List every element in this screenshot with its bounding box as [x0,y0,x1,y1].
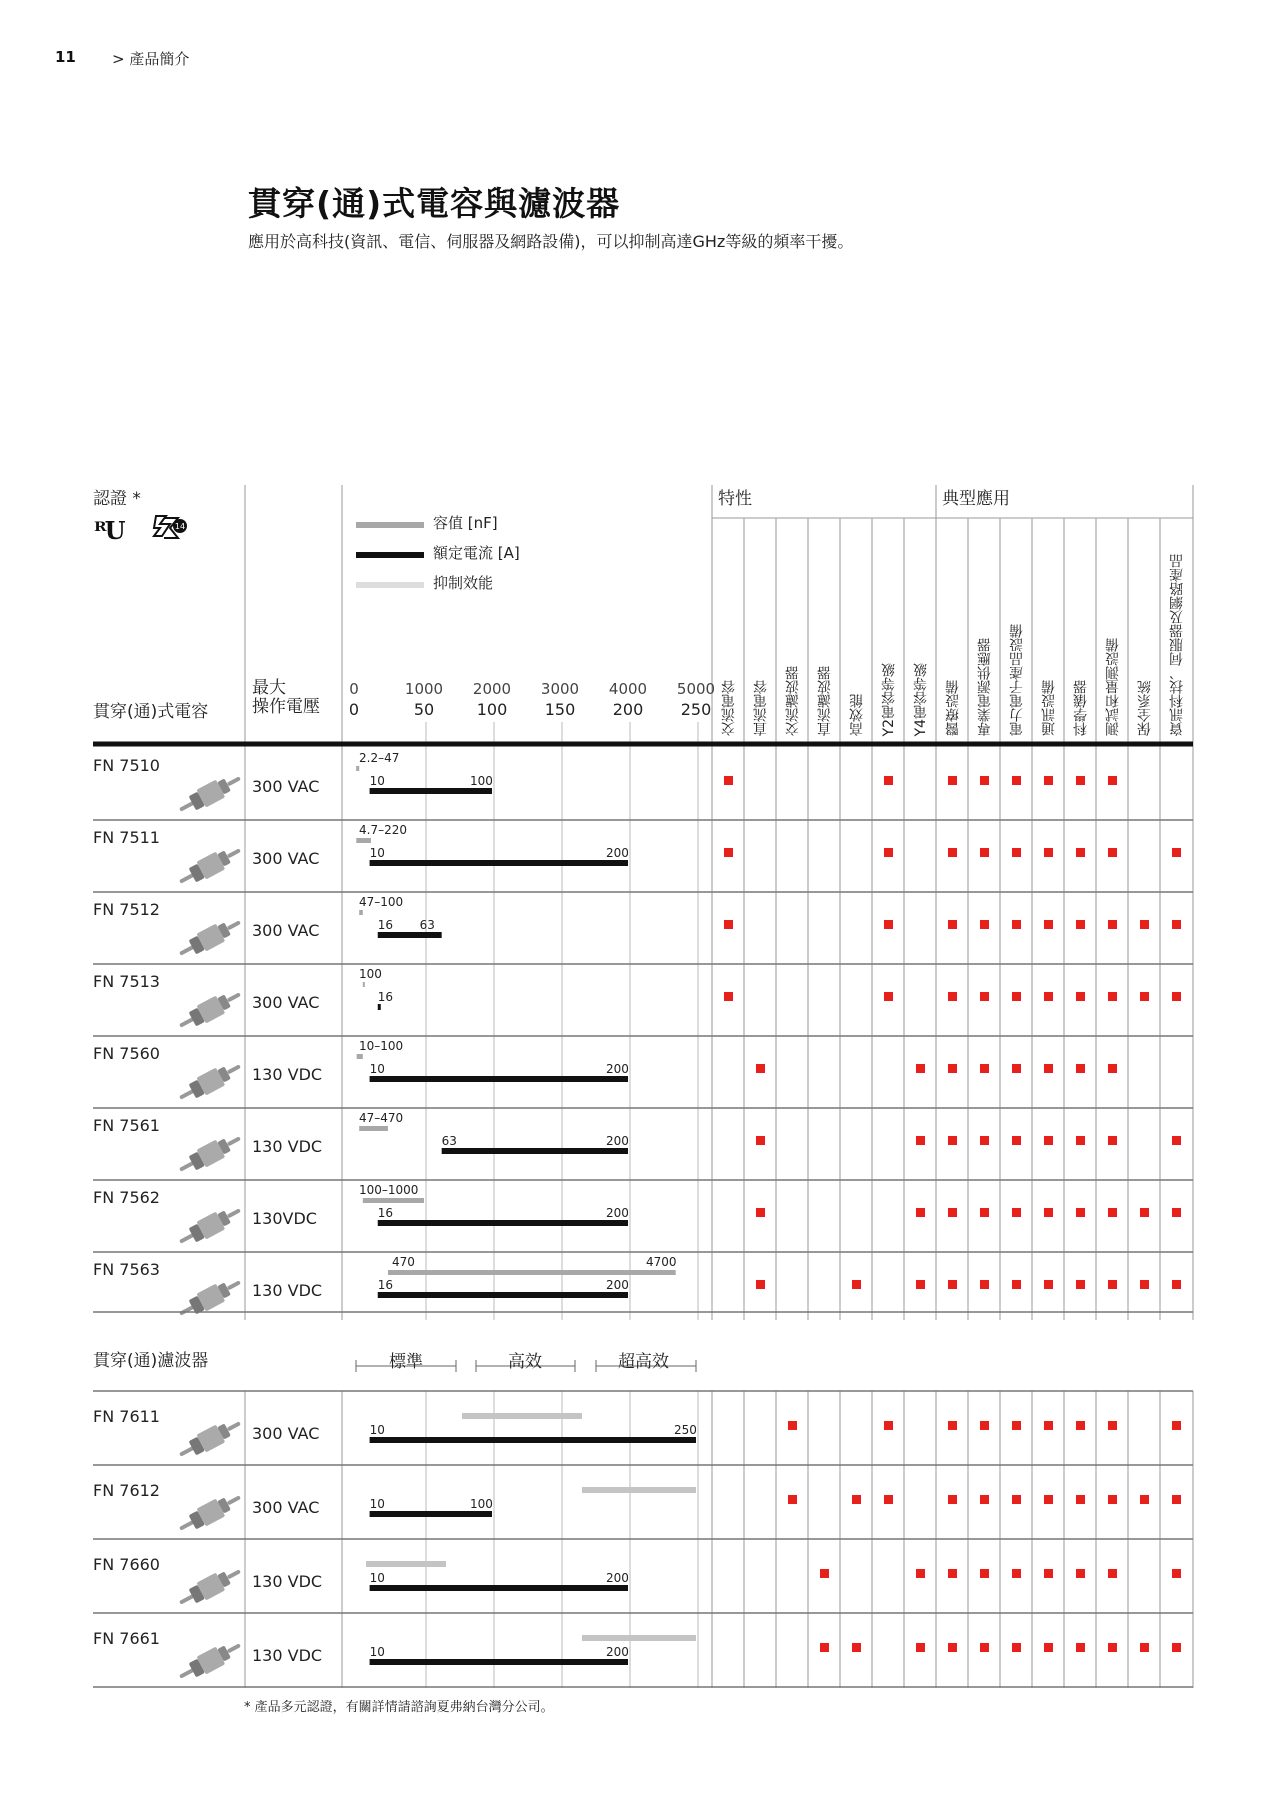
capacitor-app-marker [1012,776,1021,785]
capacitor-app-marker [1140,920,1149,929]
filter-model: FN 7611 [93,1407,160,1426]
capacitor-app-marker [948,848,957,857]
ul-logo-icon: ᴿU [94,516,124,545]
legend-current: 額定電流 [A] [433,544,520,562]
current-high-label: 250 [674,1423,697,1437]
page-title: 貫穿(通)式電容與濾波器 [248,184,621,223]
capacitor-voltage: 300 VAC [252,777,320,796]
capacitor-app-marker [980,848,989,857]
capacitor-app-marker [1076,1208,1085,1217]
capacitor-app-marker [1012,1064,1021,1073]
capacitor-app-marker [980,1280,989,1289]
app-header: 保全系統 [1137,680,1153,736]
capacitor-feature-marker [884,848,893,857]
axis-tick-current: 250 [680,700,712,719]
capacitor-app-marker [1076,920,1085,929]
capacitance-label: 100–1000 [359,1183,419,1197]
capacitor-voltage: 130 VDC [252,1281,323,1300]
capacitor-feature-marker [916,1064,925,1073]
filter-app-marker [1108,1495,1117,1504]
filter-app-marker [1076,1421,1085,1430]
capacitor-voltage: 130VDC [252,1209,317,1228]
footnote: * 產品多元認證，有關詳情請諮詢夏弗納台灣分公司。 [244,1700,554,1715]
filter-app-marker [1044,1643,1053,1652]
capacitor-app-marker [1140,1208,1149,1217]
current-low-label: 16 [377,1278,394,1292]
app-header: 醫療設備 [945,680,961,736]
capacitor-app-marker [948,992,957,1001]
feature-header: 直流電容 [753,680,769,736]
capacitor-app-marker [1012,1136,1021,1145]
feature-header: 交流濾波器 [785,666,801,736]
current-high-label: 200 [606,1278,629,1292]
capacitor-app-marker [1172,1136,1181,1145]
capacitor-app-marker [1044,776,1053,785]
filter-app-marker [980,1495,989,1504]
current-low-label: 10 [369,1645,385,1659]
filter-app-marker [1108,1421,1117,1430]
filter-feature-marker [884,1495,893,1504]
capacitor-app-marker [1172,1208,1181,1217]
current-high-label: 200 [606,846,629,860]
filter-feature-marker [852,1643,861,1652]
current-low-label: 63 [441,1134,457,1148]
capacitor-feature-marker [884,776,893,785]
filter-feature-marker [788,1421,797,1430]
capacitor-model: FN 7561 [93,1116,160,1135]
capacitor-app-marker [1108,992,1117,1001]
capacitor-app-marker [1140,1280,1149,1289]
capacitor-app-marker [1108,1136,1117,1145]
capacitor-feature-marker [916,1280,925,1289]
axis-tick-current: 100 [476,700,508,719]
axis-tick-capacitance: 0 [349,680,359,698]
axis-tick-capacitance: 4000 [608,680,648,698]
current-low-label: 16 [377,1206,394,1220]
filter-model: FN 7661 [93,1629,160,1648]
capacitor-app-marker [980,920,989,929]
filter-feature-marker [916,1643,925,1652]
capacitor-app-marker [1012,992,1021,1001]
filter-feature-marker [820,1569,829,1578]
capacitor-app-marker [980,1136,989,1145]
filter-app-marker [1044,1421,1053,1430]
filter-app-marker [1172,1421,1181,1430]
svg-text:14: 14 [174,522,186,531]
capacitance-label: 100 [359,967,382,981]
capacitor-voltage: 300 VAC [252,921,320,940]
current-low-label: 10 [369,1423,385,1437]
filter-app-marker [1012,1495,1021,1504]
tier-standard: 標準 [389,1352,423,1372]
current-low-label: 10 [369,1062,385,1076]
capacitor-feature-marker [756,1208,765,1217]
axis-tick-current: 150 [544,700,576,719]
axis-tick-capacitance: 1000 [404,680,444,698]
current-low-label: 10 [369,846,385,860]
filter-app-marker [948,1495,957,1504]
capacitor-voltage: 130 VDC [252,1137,323,1156]
page-number: 11 [55,48,76,66]
capacitor-app-marker [1076,848,1085,857]
capacitor-feature-marker [884,920,893,929]
capacitor-feature-marker [756,1280,765,1289]
capacitor-app-marker [948,1208,957,1217]
feature-header: Y4電容等級 [913,662,929,736]
app-header: 測試和量測設備 [1105,638,1121,736]
capacitor-feature-marker [884,992,893,1001]
capacitor-app-marker [1108,848,1117,857]
capacitor-app-marker [1172,920,1181,929]
capacitor-app-marker [948,1136,957,1145]
feature-header: Y2電容等級 [881,662,897,736]
capacitor-feature-marker [724,776,733,785]
capacitance-label: 10–100 [359,1039,404,1053]
capacitor-app-marker [980,992,989,1001]
capacitor-model: FN 7563 [93,1260,160,1279]
capacitor-model: FN 7512 [93,900,160,919]
filter-app-marker [948,1643,957,1652]
filter-app-marker [1108,1569,1117,1578]
legend-performance: 抑制效能 [433,574,494,592]
axis-tick-capacitance: 2000 [472,680,512,698]
capacitor-feature-marker [852,1280,861,1289]
capacitor-app-marker [1044,1064,1053,1073]
current-high-label: 100 [470,1497,493,1511]
filter-feature-marker [884,1421,893,1430]
feature-header: 高效能 [849,694,865,736]
capacitor-app-marker [980,1208,989,1217]
cert-label: 認證 * [93,489,141,509]
capacitor-app-marker [1172,848,1181,857]
col-voltage-label: 最大 操作電壓 [252,678,320,717]
tier-high: 高效 [508,1352,542,1372]
current-high-label: 63 [419,918,435,932]
axis-tick-capacitance: 3000 [540,680,580,698]
capacitor-app-marker [1044,920,1053,929]
breadcrumb[interactable]: > 產品簡介 [112,50,190,68]
capacitor-app-marker [1108,1280,1117,1289]
current-low-label: 10 [369,1571,385,1585]
filter-voltage: 130 VDC [252,1572,323,1591]
capacitance-label: 2.2–47 [359,751,400,765]
filter-app-marker [1172,1569,1181,1578]
current-high-label: 200 [606,1206,629,1220]
capacitor-feature-marker [724,848,733,857]
axis-tick-capacitance: 5000 [676,680,716,698]
filter-app-marker [1012,1643,1021,1652]
filter-voltage: 300 VAC [252,1498,320,1517]
page-subtitle: 應用於高科技(資訊、電信、伺服器及網路設備)，可以抑制高達GHz等級的頻率干擾。 [248,232,854,251]
feature-header: 直流濾波器 [817,666,833,736]
capacitor-app-marker [948,1064,957,1073]
current-low-label: 16 [377,990,394,1004]
capacitor-app-marker [1012,1208,1021,1217]
filter-model: FN 7612 [93,1481,160,1500]
group-features-label: 特性 [718,489,752,509]
filter-app-marker [1012,1569,1021,1578]
filter-app-marker [1076,1643,1085,1652]
filter-voltage: 130 VDC [252,1646,323,1665]
capacitance-label: 4.7–220 [359,823,407,837]
capacitor-app-marker [948,1280,957,1289]
capacitor-app-marker [1044,1208,1053,1217]
current-low-label: 16 [377,918,394,932]
capacitor-app-marker [1012,1280,1021,1289]
filter-app-marker [980,1569,989,1578]
capacitor-model: FN 7562 [93,1188,160,1207]
capacitor-app-marker [1076,776,1085,785]
capacitor-app-marker [1044,1136,1053,1145]
filter-app-marker [1172,1495,1181,1504]
capacitor-app-marker [1108,776,1117,785]
current-high-label: 200 [606,1571,629,1585]
capacitance-label: 47–470 [359,1111,404,1125]
capacitor-app-marker [948,920,957,929]
capacitor-app-marker [980,776,989,785]
app-header: 通訊設備 [1041,680,1057,736]
filter-app-marker [1140,1495,1149,1504]
capacitor-voltage: 130 VDC [252,1065,323,1084]
axis-tick-current: 50 [413,700,435,719]
filter-app-marker [948,1569,957,1578]
app-header: 資訊科技、伺服器及網路產品 [1169,554,1185,736]
current-low-label: 10 [369,774,385,788]
capacitor-voltage: 300 VAC [252,993,320,1012]
capacitor-feature-marker [724,920,733,929]
legend-capacitance: 容值 [nF] [433,514,498,532]
filter-app-marker [1172,1643,1181,1652]
filter-app-marker [1076,1495,1085,1504]
capacitor-app-marker [980,1064,989,1073]
capacitor-app-marker [1172,1280,1181,1289]
capacitor-app-marker [1108,920,1117,929]
filter-app-marker [1108,1643,1117,1652]
current-high-label: 200 [606,1134,629,1148]
capacitor-app-marker [1108,1064,1117,1073]
capacitor-app-marker [1172,992,1181,1001]
app-header: 科學儀器 [1073,680,1089,736]
capacitor-feature-marker [916,1136,925,1145]
filter-feature-marker [788,1495,797,1504]
app-header: 電力電子產品設備 [1009,624,1025,736]
filter-app-marker [980,1643,989,1652]
capacitor-feature-marker [756,1136,765,1145]
filter-app-marker [1076,1569,1085,1578]
capacitor-model: FN 7560 [93,1044,160,1063]
filter-app-marker [1140,1643,1149,1652]
capacitor-feature-marker [724,992,733,1001]
capacitor-model: FN 7510 [93,756,160,775]
filter-model: FN 7660 [93,1555,160,1574]
tier-ultra: 超高效 [618,1352,669,1372]
current-high-label: 100 [470,774,493,788]
capacitor-app-marker [1140,992,1149,1001]
feature-header: 交流電容 [721,680,737,736]
current-high-label: 200 [606,1062,629,1076]
capacitor-feature-marker [916,1208,925,1217]
capacitor-app-marker [1044,1280,1053,1289]
axis-tick-current: 200 [612,700,644,719]
filter-section-label: 貫穿(通)濾波器 [93,1351,209,1371]
filter-feature-marker [820,1643,829,1652]
capacitor-app-marker [1076,1136,1085,1145]
capacitor-app-marker [1012,920,1021,929]
capacitance-label: 470 [392,1255,415,1269]
capacitor-feature-marker [756,1064,765,1073]
filter-feature-marker [852,1495,861,1504]
capacitor-model: FN 7511 [93,828,160,847]
col-product-label: 貫穿(通)式電容 [93,702,209,722]
capacitor-app-marker [1044,848,1053,857]
capacitor-app-marker [1076,1064,1085,1073]
capacitor-model: FN 7513 [93,972,160,991]
capacitance-label: 4700 [646,1255,677,1269]
capacitor-app-marker [1076,1280,1085,1289]
app-header: 專業電源供應器 [977,638,993,736]
capacitance-label: 47–100 [359,895,404,909]
current-low-label: 10 [369,1497,385,1511]
filter-app-marker [1044,1569,1053,1578]
capacitor-app-marker [1044,992,1053,1001]
filter-voltage: 300 VAC [252,1424,320,1443]
capacitor-voltage: 300 VAC [252,849,320,868]
filter-app-marker [1044,1495,1053,1504]
filter-app-marker [980,1421,989,1430]
filter-feature-marker [916,1569,925,1578]
axis-tick-current: 0 [348,700,360,719]
capacitor-app-marker [1012,848,1021,857]
current-high-label: 200 [606,1645,629,1659]
filter-app-marker [948,1421,957,1430]
capacitor-app-marker [1076,992,1085,1001]
filter-app-marker [1012,1421,1021,1430]
capacitor-app-marker [1108,1208,1117,1217]
group-apps-label: 典型應用 [942,489,1010,509]
capacitor-app-marker [948,776,957,785]
